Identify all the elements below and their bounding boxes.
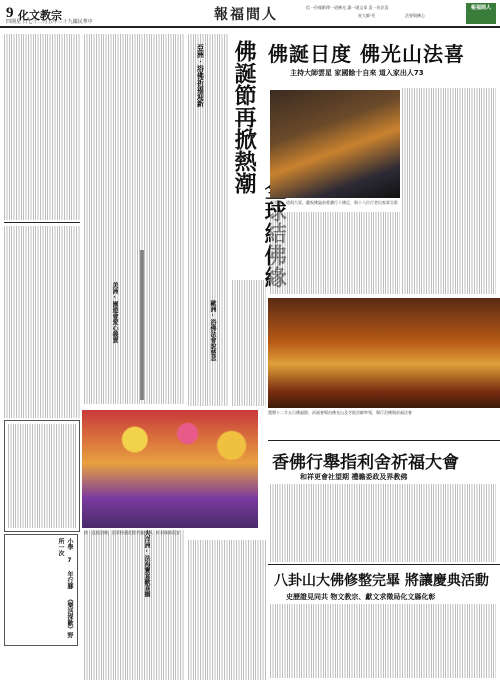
article-text-column [232, 280, 266, 406]
photo-caption: 星雲師、道與大眾，慶祝佛誕前香讚行十佛足，與十八位行者出家眾合影 [270, 200, 398, 205]
photo-caption: 南 ‧ 巡迴浴佛，民眾持蓮花燈共襄盛舉，祈求國泰民安 [84, 530, 180, 535]
bottom-article-subtitle: 史歷證見同共 物文教宗、獻文求徵局化文縣化彰 [286, 593, 436, 601]
article-text-column [270, 484, 496, 562]
left-note-box: 小學 7 年行腳 《樂活探歡》野所一次 [4, 534, 78, 646]
sidebar-box [4, 420, 80, 532]
bottom-article-title: 八卦山大佛修整完畢 將讓慶典活動 [274, 573, 489, 589]
europe-subhead: 歐洲‧浴佛法會說慈悲 [209, 300, 216, 361]
article-text-column [8, 424, 76, 528]
dateline: 四期星 日七十二月五年三十九國民華中 [6, 19, 93, 25]
green-badge: 報福間人 [466, 3, 496, 24]
divider [268, 440, 500, 441]
article-text-column [84, 34, 184, 404]
master-photo [270, 90, 400, 198]
page-number: 9 [6, 5, 14, 21]
masthead: 報福間人 [214, 7, 278, 23]
article-text-column [4, 34, 80, 220]
article-text-column [270, 604, 496, 678]
lantern-photo [82, 410, 258, 528]
oceania-subhead: 大洋洲‧法海寶宴歡喜攝 [143, 530, 150, 597]
photo-caption: 農曆十二月五日佛誕節，祈福會場由佛光山及寺院法師率領，舉行浴佛與祈福法會 [268, 410, 412, 415]
america-subhead: 美洲‧園遊會愛心義賣 [111, 282, 118, 343]
top-article-title: 佛誕日度 佛光山法喜 [268, 42, 465, 66]
ceremony-photo [268, 298, 500, 408]
section-name: 化文教宗 [18, 9, 62, 22]
bold-text-strip [140, 250, 144, 400]
divider [268, 564, 500, 565]
middle-article-title: 香佛行舉指利舍祈福大會 [272, 453, 459, 473]
main-headline: 佛誕節再掀熱潮 [231, 40, 258, 194]
header-slogan: 法要與佛心 [405, 13, 425, 18]
article-text-column [270, 212, 400, 294]
article-text-column [84, 530, 184, 680]
top-article-subtitle: 主持大師雲星 家國餘十自來 道入家出人73 [290, 69, 424, 77]
divider [4, 222, 80, 223]
article-text-column [4, 226, 80, 418]
article-text-column [402, 88, 496, 294]
middle-article-subtitle: 和祥更會社望期 禮瞻委政及界教佛 [300, 473, 408, 481]
asia-subhead: 亞洲‧浴佛祈福迎新 [196, 44, 206, 107]
article-text-column [188, 540, 266, 680]
header-slogan: 信一份報紙傳一道佛光 讀一則文章 喜一份法喜 [306, 5, 389, 10]
header-slogan: 星大師‧死 [358, 13, 376, 18]
